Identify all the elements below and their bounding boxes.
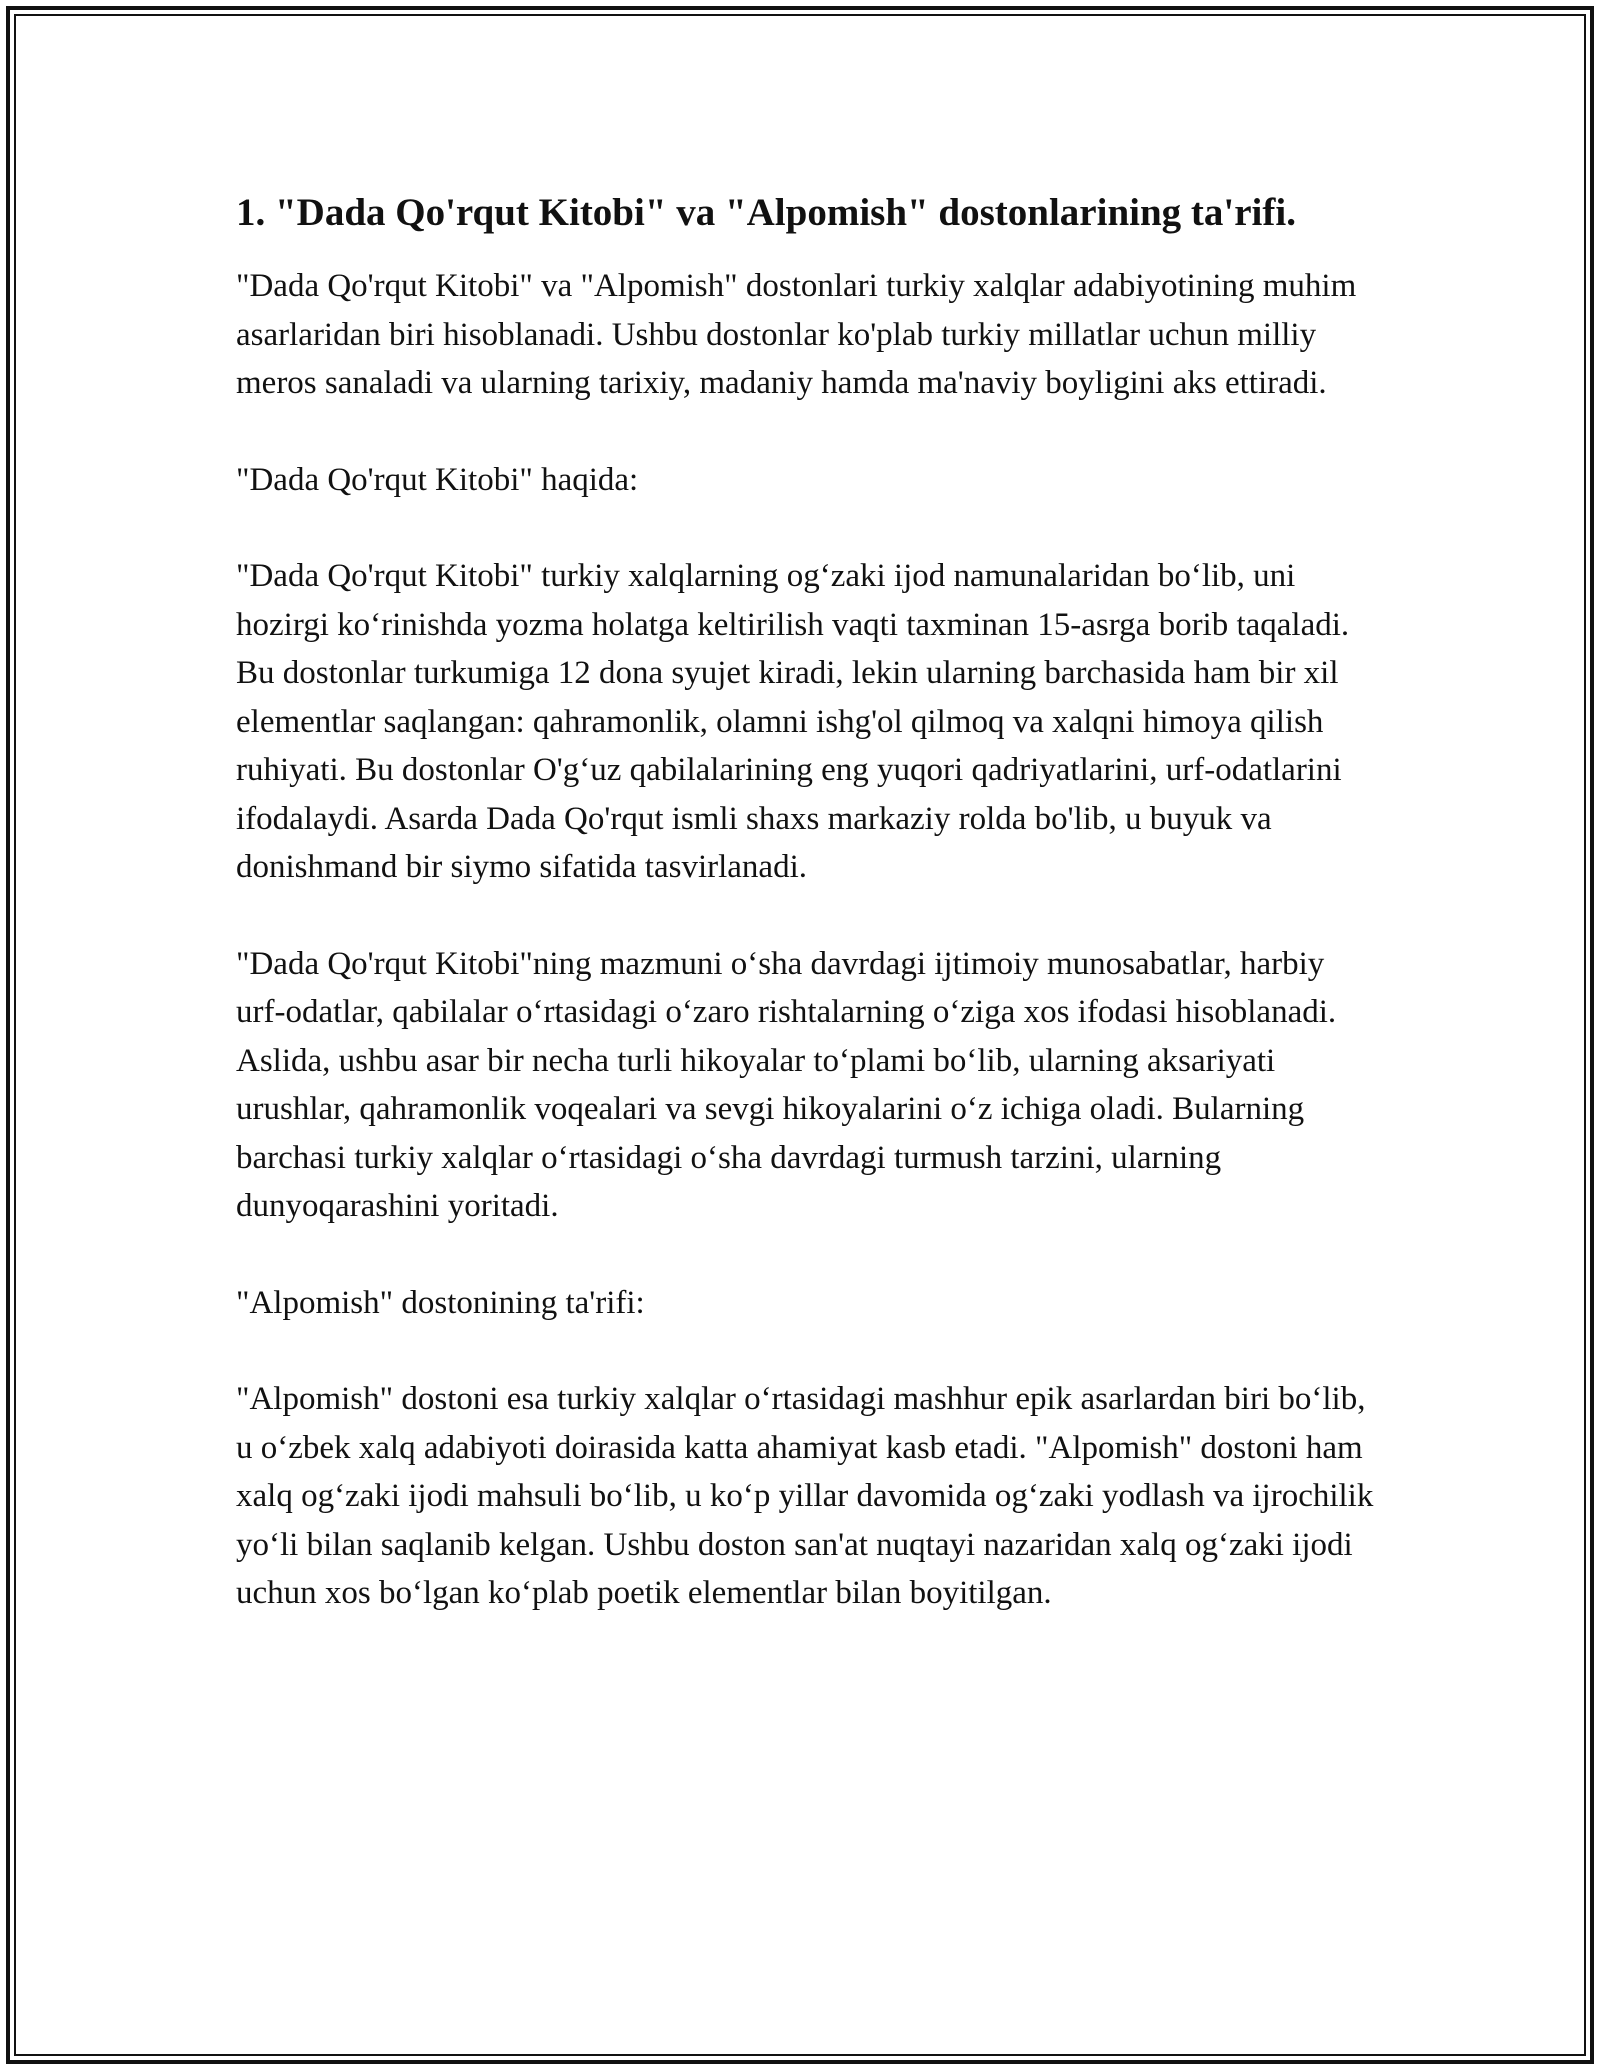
document-body xyxy=(236,186,1376,1666)
alpomish-paragraph: "Alpomish" dostoni esa turkiy xalqlar o‘rtasidagi mashhur epik asarlardan biri bo‘lib, u o‘zbek xalq adabiyoti doirasida katta ahamiyat kasb etadi. "Alpomish" dostoni ham xalq og‘zaki ijodi mahsuli bo‘lib, u ko‘p yillar davomida og‘zaki yodlash va ijrochilik yo‘li bilan saqlanib kelgan. Ushbu doston san'at nuqtayi nazaridan xalq og‘zaki ijodi uchun xos bo‘lgan ko‘plab poetik elementlar bilan boyitilgan. xyxy=(236,1381,1374,1611)
dada-qorqut-paragraph-1: "Dada Qo'rqut Kitobi" turkiy xalqlarning og‘zaki ijod namunalaridan bo‘lib, uni hozirgi ko‘rinishda yozma holatga keltirilish vaqti taxminan 15-asrga borib taqaladi. Bu dostonlar turkumiga 12 dona syujet kiradi, lekin ularning barchasida ham bir xil elementlar saqlangan: qahramonlik, olamni ishg'ol qilmoq va xalqni himoya qilish ruhiyati. Bu dostonlar O'g‘uz qabilalarining eng yuqori qadriyatlarini, urf-odatlarini ifodalaydi. Asarda Dada Qo'rqut ismli shaxs markaziy rolda bo'lib, u buyuk va donishmand bir siymo sifatida tasvirlanadi. xyxy=(236,558,1350,885)
subheading-alpomish: "Alpomish" dostonining ta'rifi: xyxy=(236,1284,645,1321)
subheading-dada-qorqut: "Dada Qo'rqut Kitobi" haqida: xyxy=(236,461,639,498)
section-heading: 1. "Dada Qo'rqut Kitobi" va "Alpomish" dostonlarining ta'rifi. xyxy=(236,191,1296,234)
dada-qorqut-paragraph-2: "Dada Qo'rqut Kitobi"ning mazmuni o‘sha davrdagi ijtimoiy munosabatlar, harbiy urf-odatlar, qabilalar o‘rtasidagi o‘zaro rishtalarning o‘ziga xos ifodasi hisoblanadi. Aslida, ushbu asar bir necha turli hikoyalar to‘plami bo‘lib, ularning aksariyati urushlar, qahramonlik voqealari va sevgi hikoyalarini o‘z ichiga oladi. Bularning barchasi turkiy xalqlar o‘rtasidagi o‘sha davrdagi turmush tarzini, ularning dunyoqarashini yoritadi. xyxy=(236,945,1337,1224)
intro-paragraph: "Dada Qo'rqut Kitobi" va "Alpomish" dostonlari turkiy xalqlar adabiyotining muhim asarlaridan biri hisoblanadi. Ushbu dostonlar ko'plab turkiy millatlar uchun milliy meros sanaladi va ularning tarixiy, madaniy hamda ma'naviy boyligini aks ettiradi. xyxy=(236,268,1357,401)
